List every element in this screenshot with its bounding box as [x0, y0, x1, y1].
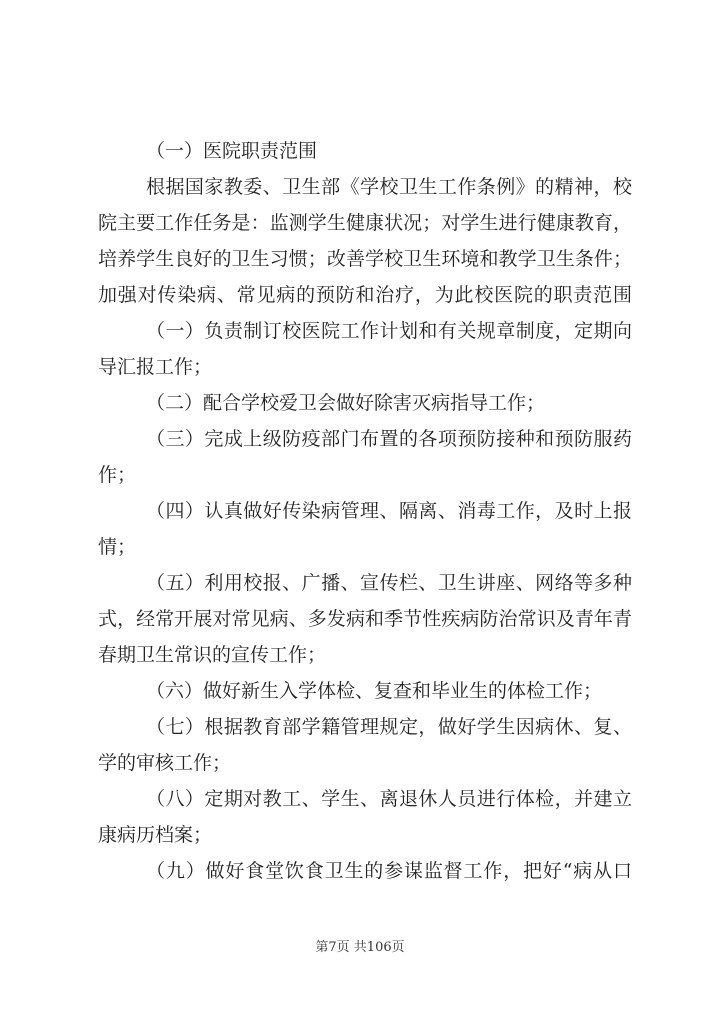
text-line: （一）医院职责范围 — [146, 140, 318, 162]
text-line: （五）利用校报、广播、宣传栏、卫生讲座、网络等多种 — [146, 572, 632, 594]
text-line: 情； — [98, 536, 137, 558]
text-line: 培养学生良好的卫生习惯；改善学校卫生环境和教学卫生条件； — [98, 248, 632, 270]
text-line: 加强对传染病、常见病的预防和治疗，为此校医院的职责范围 — [98, 284, 632, 306]
text-line: 康病历档案； — [98, 824, 213, 846]
text-line: （八）定期对教工、学生、离退休人员进行体检，并建立 — [146, 788, 632, 810]
text-line: 春期卫生常识的宣传工作； — [98, 644, 327, 666]
text-line: （六）做好新生入学体检、复查和毕业生的体检工作； — [146, 680, 603, 702]
text-line: （三）完成上级防疫部门布置的各项预防接种和预防服药 — [146, 428, 632, 450]
text-line: （九）做好食堂饮食卫生的参谋监督工作，把好“病从口 — [146, 860, 632, 882]
text-line: （七）根据教育部学籍管理规定，做好学生因病休、复、 — [146, 716, 632, 738]
text-line: 作； — [98, 464, 137, 486]
text-line: 根据国家教委、卫生部《学校卫生工作条例》的精神，校 — [146, 176, 632, 198]
text-line: 学的审核工作； — [98, 752, 232, 774]
text-line: （四）认真做好传染病管理、隔离、消毒工作，及时上报 — [146, 500, 632, 522]
text-line: 导汇报工作； — [98, 356, 213, 378]
text-line: （二）配合学校爱卫会做好除害灭病指导工作； — [146, 392, 546, 414]
text-line: 院主要工作任务是：监测学生健康状况；对学生进行健康教育， — [98, 212, 632, 234]
page-footer: 第7页 共106页 — [315, 940, 405, 955]
document-body — [98, 133, 632, 889]
text-line: 式，经常开展对常见病、多发病和季节性疾病防治常识及青年青 — [98, 608, 632, 630]
text-line: （一）负责制订校医院工作计划和有关规章制度，定期向 — [146, 320, 632, 342]
